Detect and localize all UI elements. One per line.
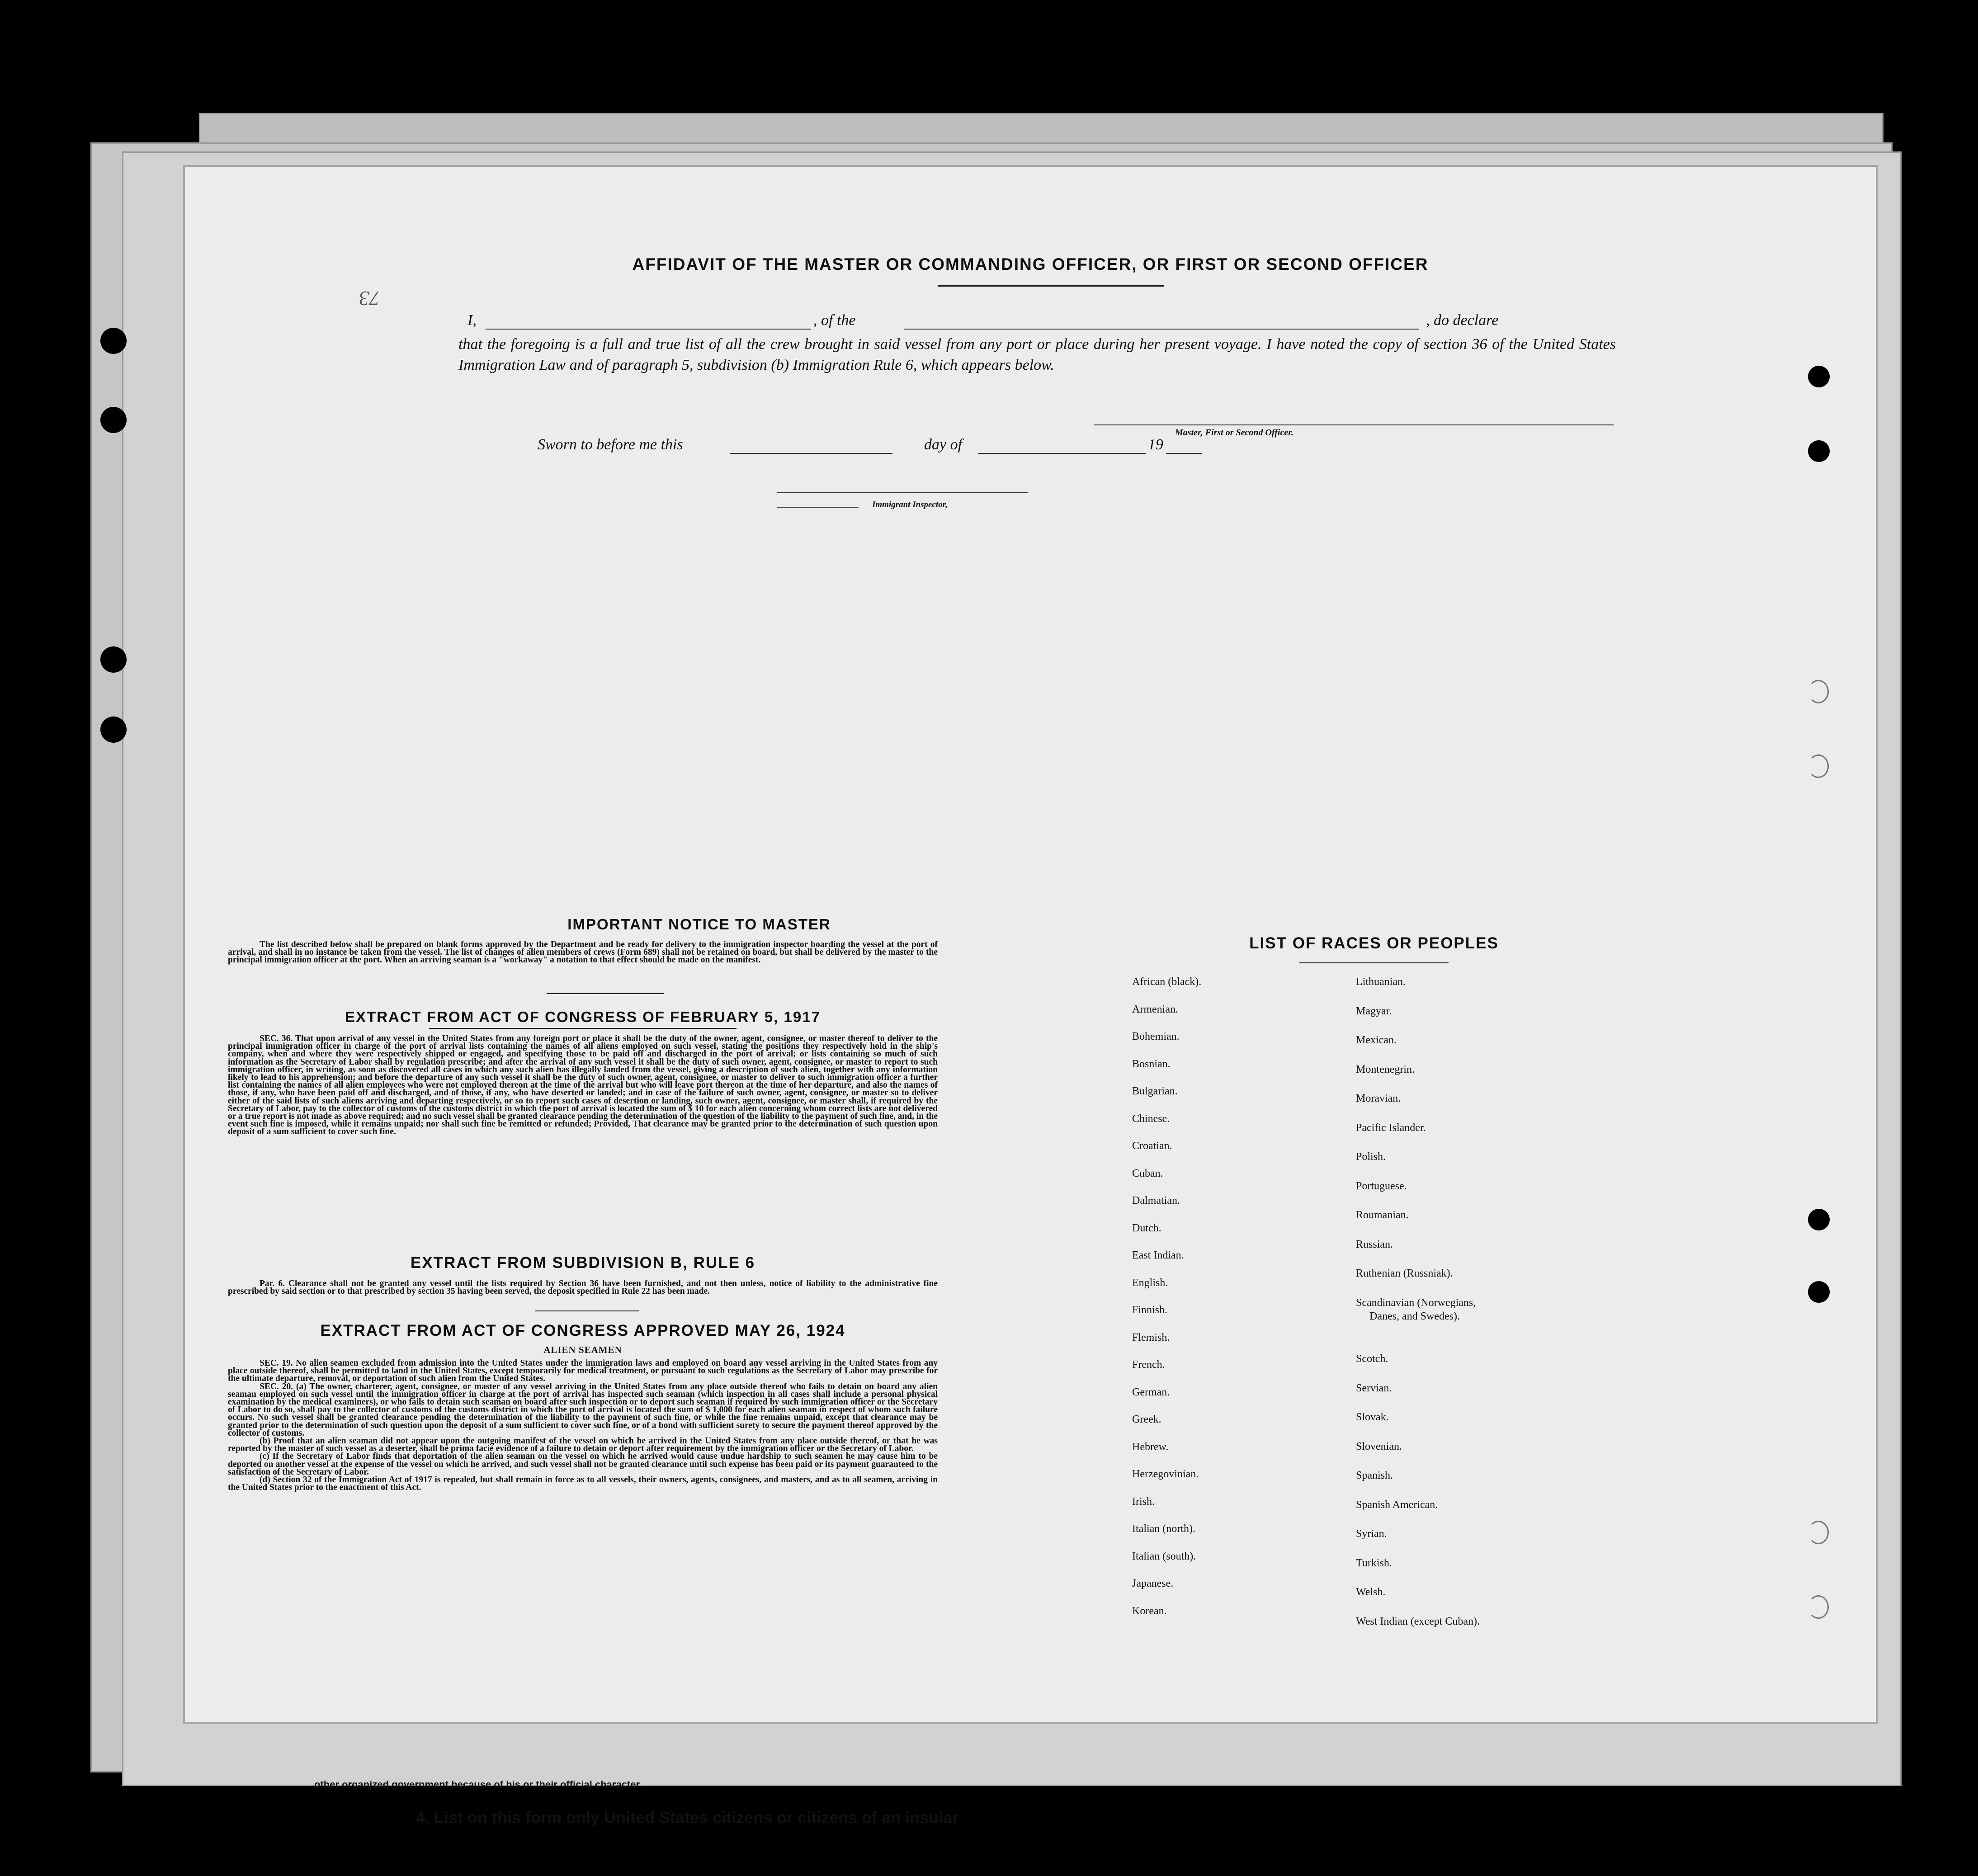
race-item: Spanish. (1356, 1470, 1393, 1481)
race-item: Korean. (1132, 1605, 1167, 1617)
extract-1924-paragraph: (d) Section 32 of the Immigration Act of 1917 is repealed, but shall remain in force as to all vessels, their owners, agents, consignees, and masters, and as to all seamen, arriving in the United States prior to the enactment of this Act. (228, 1475, 938, 1493)
sworn-day-blank (730, 453, 892, 454)
race-item: Magyar. (1356, 1005, 1392, 1017)
race-item: German. (1132, 1386, 1170, 1398)
race-item: Montenegrin. (1356, 1063, 1415, 1075)
race-item: Croatian. (1132, 1140, 1172, 1152)
underlying-note-line: other organized government because of his or their official character. (314, 1779, 642, 1790)
punch-hole (1808, 440, 1830, 462)
punch-hole (100, 328, 127, 354)
races-right-column (1356, 976, 1591, 1627)
extract-1924-paragraph: SEC. 19. No alien seamen excluded from admission into the United States under the immigration laws and employed on board any vessel arriving in the United States from any place outside thereof, shall be permitted to land in the United States, except temporarily for medical treatment, or pursuant to such regulations as the Secretary of Labor may prescribe for the ultimate departure, removal, or deportation of such alien from the United States. (228, 1358, 938, 1384)
race-item: Spanish American. (1356, 1499, 1438, 1511)
race-item: African (black). (1132, 976, 1202, 988)
inspector-signature-blank (777, 492, 1028, 493)
punch-hole (1808, 366, 1830, 387)
race-item: Ruthenian (Russniak). (1356, 1268, 1453, 1279)
notice-divider (547, 993, 664, 994)
title-underline (938, 285, 1164, 287)
race-item: Finnish. (1132, 1304, 1168, 1316)
extract-1917-text (228, 1035, 938, 1136)
race-item: Bosnian. (1132, 1058, 1171, 1070)
race-item: Turkish. (1356, 1557, 1392, 1569)
race-item: Irish. (1132, 1495, 1155, 1508)
extract-1924-paragraph: (c) If the Secretary of Labor finds that deportation of the alien seaman on the vessel on which he arrived would cause undue hardship to such seamen he may cause him to be deported on another vessel at the expense of the vessel on which he arrived, and such vessel shall not be granted clearance until such expense has been paid or its payment guaranteed to the satisfaction of the Secretary of Labor. (228, 1452, 938, 1477)
race-item: Russian. (1356, 1238, 1393, 1250)
race-item: Polish. (1356, 1151, 1386, 1163)
race-item: Greek. (1132, 1414, 1161, 1425)
vessel-blank (904, 329, 1419, 330)
punch-hole (100, 646, 127, 673)
race-item: English. (1132, 1277, 1168, 1289)
race-item: Servian. (1356, 1382, 1392, 1394)
race-item: West Indian (except Cuban). (1356, 1615, 1480, 1627)
affidavit-sheet (183, 165, 1878, 1724)
punch-hole (100, 407, 127, 433)
race-item: Chinese. (1132, 1112, 1170, 1125)
year-blank (1166, 453, 1202, 454)
race-item: Bulgarian. (1132, 1085, 1178, 1097)
punch-hole-outline (1808, 680, 1829, 703)
race-item: Slovenian. (1356, 1440, 1402, 1452)
affidavit-i-label: I, (467, 312, 477, 329)
extract-1917-title: EXTRACT FROM ACT OF CONGRESS OF FEBRUARY 5, 1917 (345, 1009, 821, 1025)
race-item: Hebrew. (1132, 1441, 1169, 1453)
race-item: Cuban. (1132, 1167, 1163, 1179)
extract-1917-underline (429, 1028, 736, 1029)
day-of-label: day of (924, 436, 963, 453)
punch-hole-outline (1808, 1595, 1829, 1619)
affidavit-body: that the foregoing is a full and true list of all the crew brought in said vessel from any port or place during her present voyage. I have noted the copy of section 36 of the United States Immigration Law and of paragraph 5, subdivision (b) Immigration Rule 6, which appears below. (458, 336, 1616, 373)
race-item: East Indian. (1132, 1249, 1184, 1261)
race-item: Roumanian. (1356, 1209, 1409, 1221)
name-blank (486, 329, 811, 330)
extract-1924-paragraph: (b) Proof that an alien seaman did not appear upon the outgoing manifest of the vessel on which he arrived in the United States from any place outside thereof, or that he was reported by the master of such vessel as a deserter, shall be prima facie evidence of a failure to detain or deport after requirement by the immigration officer or the Secretary of Labor. (228, 1436, 938, 1454)
race-item: Syrian. (1356, 1528, 1387, 1540)
extract-1917-paragraph: SEC. 36. That upon arrival of any vessel in the United States from any foreign port or place it shall be the duty of the owner, agent, consignee, or master thereof to deliver to the principal immigration officer in charge of the port of arrival lists containing the names of all aliens employed on such vessel, stating the positions they respectively hold in the ship's company, when and where they were respectively shipped or engaged, and specifying those to be paid off and discharged in the port of arrival; or lists containing so much of such information as the Secretary of Labor shall by regulation prescribe; and after the arrival of any such vessel it shall be the duty of such owner, agent, consignee, or master to report to such immigration officer, in writing, as soon as discovered all cases in which any such alien has illegally landed from the vessel, giving a description of such alien, together with any information likely to lead to his apprehension; and before the departure of any such vessel it shall be the duty of such owner, agent, consignee, or master to deliver to such immigration officer a further list containing the names of all alien employees who were not employed thereon at the time of the arrival but who will leave port thereon at the time of her departure, and also the names of those, if any, who have been paid off and discharged, and of those, if any, who have deserted or landed; and in case of the failure of such owner, agent, consignee, or master so to deliver either of the said lists of such aliens arriving and departing respectively, or so to report such cases of desertion or landing, such owner, agent, consignee, or master shall, if required by the Secretary of Labor, pay to the collector of customs of the customs district in which the port of arrival is located the sum of $ 10 for each alien concerning whom correct lists are not delivered or a true report is not made as above required; and no such vessel shall be granted clearance pending the determination of the question of the liability to the payment of such fine, and, in the event such fine is imposed, while it remains unpaid; nor shall such fine be remitted or refunded; Provided, That clearance may be granted prior to the determination of such question upon deposit of a sum sufficient to cover such fine. (228, 1034, 938, 1137)
notice-title: IMPORTANT NOTICE TO MASTER (567, 916, 831, 933)
race-item: Scotch. (1356, 1353, 1388, 1365)
punch-hole-outline (1808, 1521, 1829, 1544)
extract-rule6-title: EXTRACT FROM SUBDIVISION B, RULE 6 (410, 1254, 755, 1272)
races-title: LIST OF RACES OR PEOPLES (1249, 934, 1499, 952)
race-item: Italian (south). (1132, 1550, 1196, 1562)
race-item: Pacific Islander. (1356, 1122, 1426, 1134)
punch-hole (1808, 1281, 1830, 1303)
extract-1924-subtitle: ALIEN SEAMEN (543, 1344, 622, 1355)
race-item: Portuguese. (1356, 1180, 1407, 1192)
race-item: Italian (north). (1132, 1523, 1195, 1535)
races-underline (1299, 962, 1449, 963)
underlying-instruction: 4. List on this form only United States citizens or citizens of an insular (416, 1808, 959, 1827)
race-item: Armenian. (1132, 1003, 1178, 1015)
race-item: Welsh. (1356, 1586, 1386, 1598)
sworn-label: Sworn to before me this (538, 436, 683, 453)
year-prefix: 19 (1148, 436, 1163, 453)
race-item: Dutch. (1132, 1222, 1161, 1234)
punch-hole (100, 716, 127, 743)
extract-rule6-text (228, 1280, 938, 1295)
extract-1924-paragraph: SEC. 20. (a) The owner, charterer, agent, consignee, or master of any vessel arriving in the United States from any place outside thereof who fails to detain on board any alien seaman employed on such vessel until the immigration officer in charge at the port of arrival has inspected such seaman (which inspection in all cases shall include a personal physical examination by the medical examiners), or who fails to detain such seaman on board after such inspection or to deport such seaman if required by such immigration officer or the Secretary of Labor to do so, shall pay to the collector of customs of the customs district in which the port of arrival is located the sum of $ 1,000 for each alien seaman in respect of whom such failure occurs. No such vessel shall be granted clearance pending the determination of the liability to the payment of such fine, or while the fine remains unpaid, except that clearance may be granted prior to the determination of such question upon the deposit of a sum sufficient to cover such fine, or of a bond with sufficient surety to secure the payment thereof approved by the collector of customs. (228, 1381, 938, 1438)
race-item: Danes, and Swedes). (1369, 1310, 1460, 1322)
signature-label: Master, First or Second Officer. (1175, 428, 1293, 438)
race-item: Moravian. (1356, 1093, 1401, 1104)
race-item: Slovak. (1356, 1411, 1389, 1423)
inspector-label: Immigrant Inspector, (872, 500, 948, 509)
punch-hole-outline (1808, 754, 1829, 778)
extract-rule6-paragraph: Par. 6. Clearance shall not be granted any vessel until the lists required by Section 36 have been furnished, and not then unless, notice of liability to the administrative fine prescribed by said section or to that prescribed by section 35 having been served, the deposit specified in Rule 22 has been made. (228, 1279, 938, 1296)
race-item: French. (1132, 1359, 1165, 1371)
race-item: Dalmatian. (1132, 1195, 1180, 1207)
affidavit-do-declare-label: , do declare (1426, 312, 1499, 329)
race-item: Scandinavian (Norwegians, (1356, 1296, 1476, 1309)
race-item: Lithuanian. (1356, 976, 1406, 988)
signature-blank (1094, 424, 1614, 425)
punch-hole (1808, 1209, 1830, 1230)
affidavit-of-the-label: , of the (813, 312, 856, 329)
race-item: Bohemian. (1132, 1031, 1180, 1042)
race-item: Mexican. (1356, 1034, 1397, 1046)
race-item: Herzegovinian. (1132, 1468, 1199, 1480)
race-item: Flemish. (1132, 1331, 1170, 1343)
races-left-column (1132, 976, 1349, 1627)
affidavit-title: AFFIDAVIT OF THE MASTER OR COMMANDING OFFICER, OR FIRST OR SECOND OFFICER (632, 255, 1429, 273)
margin-mark: 73 (359, 287, 380, 310)
rule6-divider (535, 1310, 639, 1311)
race-item: Japanese. (1132, 1578, 1174, 1589)
inspector-title-blank (777, 507, 859, 508)
month-blank (978, 453, 1146, 454)
notice-text (228, 941, 938, 964)
notice-paragraph: The list described below shall be prepared on blank forms approved by the Department and be ready for delivery to the immigration inspector boarding the vessel at the port of arrival, and shall in no instance be taken from the vessel. The list of changes of alien members of crews (Form 689) shall not be retained on board, but shall be delivered by the master to the principal immigration officer at the port. When an arriving seaman is a "workaway" a notation to that effect should be made on the manifest. (228, 940, 938, 965)
extract-1924-text (228, 1359, 938, 1491)
extract-1924-title: EXTRACT FROM ACT OF CONGRESS APPROVED MAY 26, 1924 (320, 1322, 845, 1339)
